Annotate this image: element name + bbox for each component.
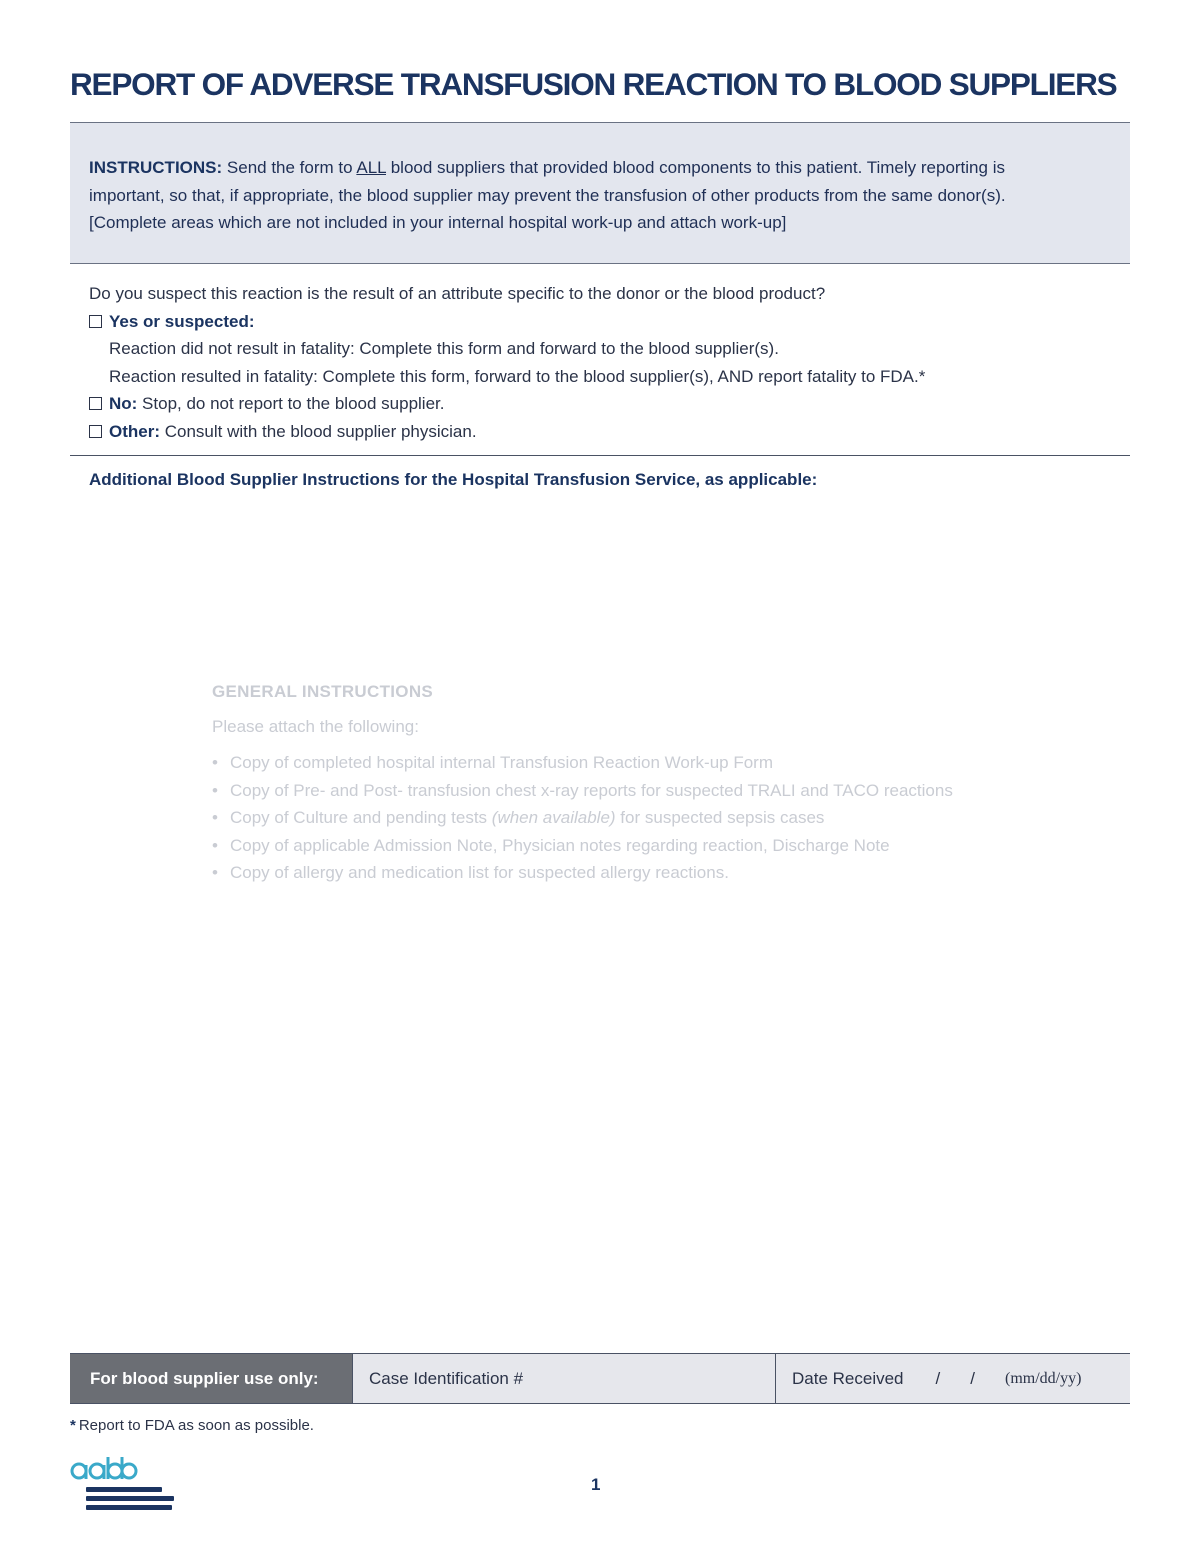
yes-label: Yes or suspected:: [109, 311, 255, 331]
instructions-box: [70, 122, 1130, 264]
date-received-label: Date Received: [792, 1368, 904, 1388]
option-yes[interactable]: [89, 308, 1129, 336]
instructions-label: INSTRUCTIONS:: [89, 158, 223, 177]
date-slash: /: [970, 1368, 975, 1388]
general-instructions-intro: Please attach the following:: [212, 717, 419, 736]
instructions-text-line1: blood suppliers that provided blood components to this patient. Timely reporting is: [386, 158, 1005, 177]
page-number: 1: [591, 1475, 601, 1494]
instructions-underlined-all: ALL: [356, 158, 386, 177]
option-other[interactable]: [89, 418, 1129, 446]
list-item: • Copy of allergy and medication list for suspected allergy reactions.: [212, 863, 729, 882]
other-checkbox[interactable]: [89, 425, 102, 438]
footnote-star: *: [70, 1417, 76, 1434]
attachment-list: [212, 749, 1032, 887]
general-instructions: [212, 680, 1032, 887]
list-item: • Copy of applicable Admission Note, Physician notes regarding reaction, Discharge Note: [212, 835, 890, 855]
footnote-text: Report to FDA as soon as possible.: [78, 1417, 314, 1434]
other-text: Consult with the blood supplier physician.: [160, 421, 477, 441]
other-label: Other:: [109, 421, 160, 441]
instructions-line2: important, so that, if appropriate, the blood supplier may prevent the transfusion of other products from the same donor(s).: [89, 185, 1006, 205]
blood-supplier-use-bar: [70, 1353, 1130, 1404]
list-item: • Copy of Culture and pending tests (when available) for suspected sepsis cases: [212, 808, 825, 827]
date-format-hint: (mm/dd/yy): [1004, 1369, 1082, 1387]
yes-checkbox[interactable]: [89, 315, 102, 328]
date-received-field[interactable]: [776, 1354, 1130, 1403]
list-item: • Copy of Pre- and Post- transfusion chest x-ray reports for suspected TRALI and TACO reactions: [212, 780, 953, 800]
suspect-question-section: [89, 280, 1129, 445]
date-slash: /: [935, 1368, 941, 1388]
suspect-question: Do you suspect this reaction is the result of an attribute specific to the donor or the blood product?: [89, 284, 826, 303]
no-text: Stop, do not report to the blood supplier.: [137, 394, 445, 413]
list-item: • Copy of completed hospital internal Transfusion Reaction Work-up Form: [212, 753, 773, 772]
instructions-text-before: Send the form to: [222, 158, 357, 177]
instructions-line3: [Complete areas which are not included in your internal hospital work-up and attach work-up]: [89, 213, 787, 232]
general-instructions-heading: GENERAL INSTRUCTIONS: [212, 682, 434, 701]
yes-detail-2: Reaction resulted in fatality: Complete this form, forward to the blood supplier(s), AND report fatality to FDA.*: [109, 366, 926, 386]
fda-footnote: [70, 1417, 314, 1434]
additional-instructions-heading: Additional Blood Supplier Instructions for the Hospital Transfusion Service, as applicable:: [89, 470, 818, 489]
aabb-logo-graphic: [70, 1455, 180, 1517]
no-checkbox[interactable]: [89, 397, 102, 410]
aabb-logo: [70, 1455, 180, 1517]
no-label: No:: [109, 394, 138, 413]
case-identification-field[interactable]: [353, 1354, 776, 1403]
yes-detail-1: Reaction did not result in fatality: Complete this form and forward to the blood supplier(s).: [109, 339, 779, 358]
page-title: REPORT OF ADVERSE TRANSFUSION REACTION TO BLOOD SUPPLIERS: [70, 66, 1117, 102]
instructions-text: [89, 154, 1111, 237]
case-identification-label: Case Identification #: [369, 1368, 524, 1388]
section-divider: [70, 455, 1130, 456]
supplier-use-label: For blood supplier use only:: [70, 1354, 353, 1403]
option-no[interactable]: [89, 390, 1129, 418]
